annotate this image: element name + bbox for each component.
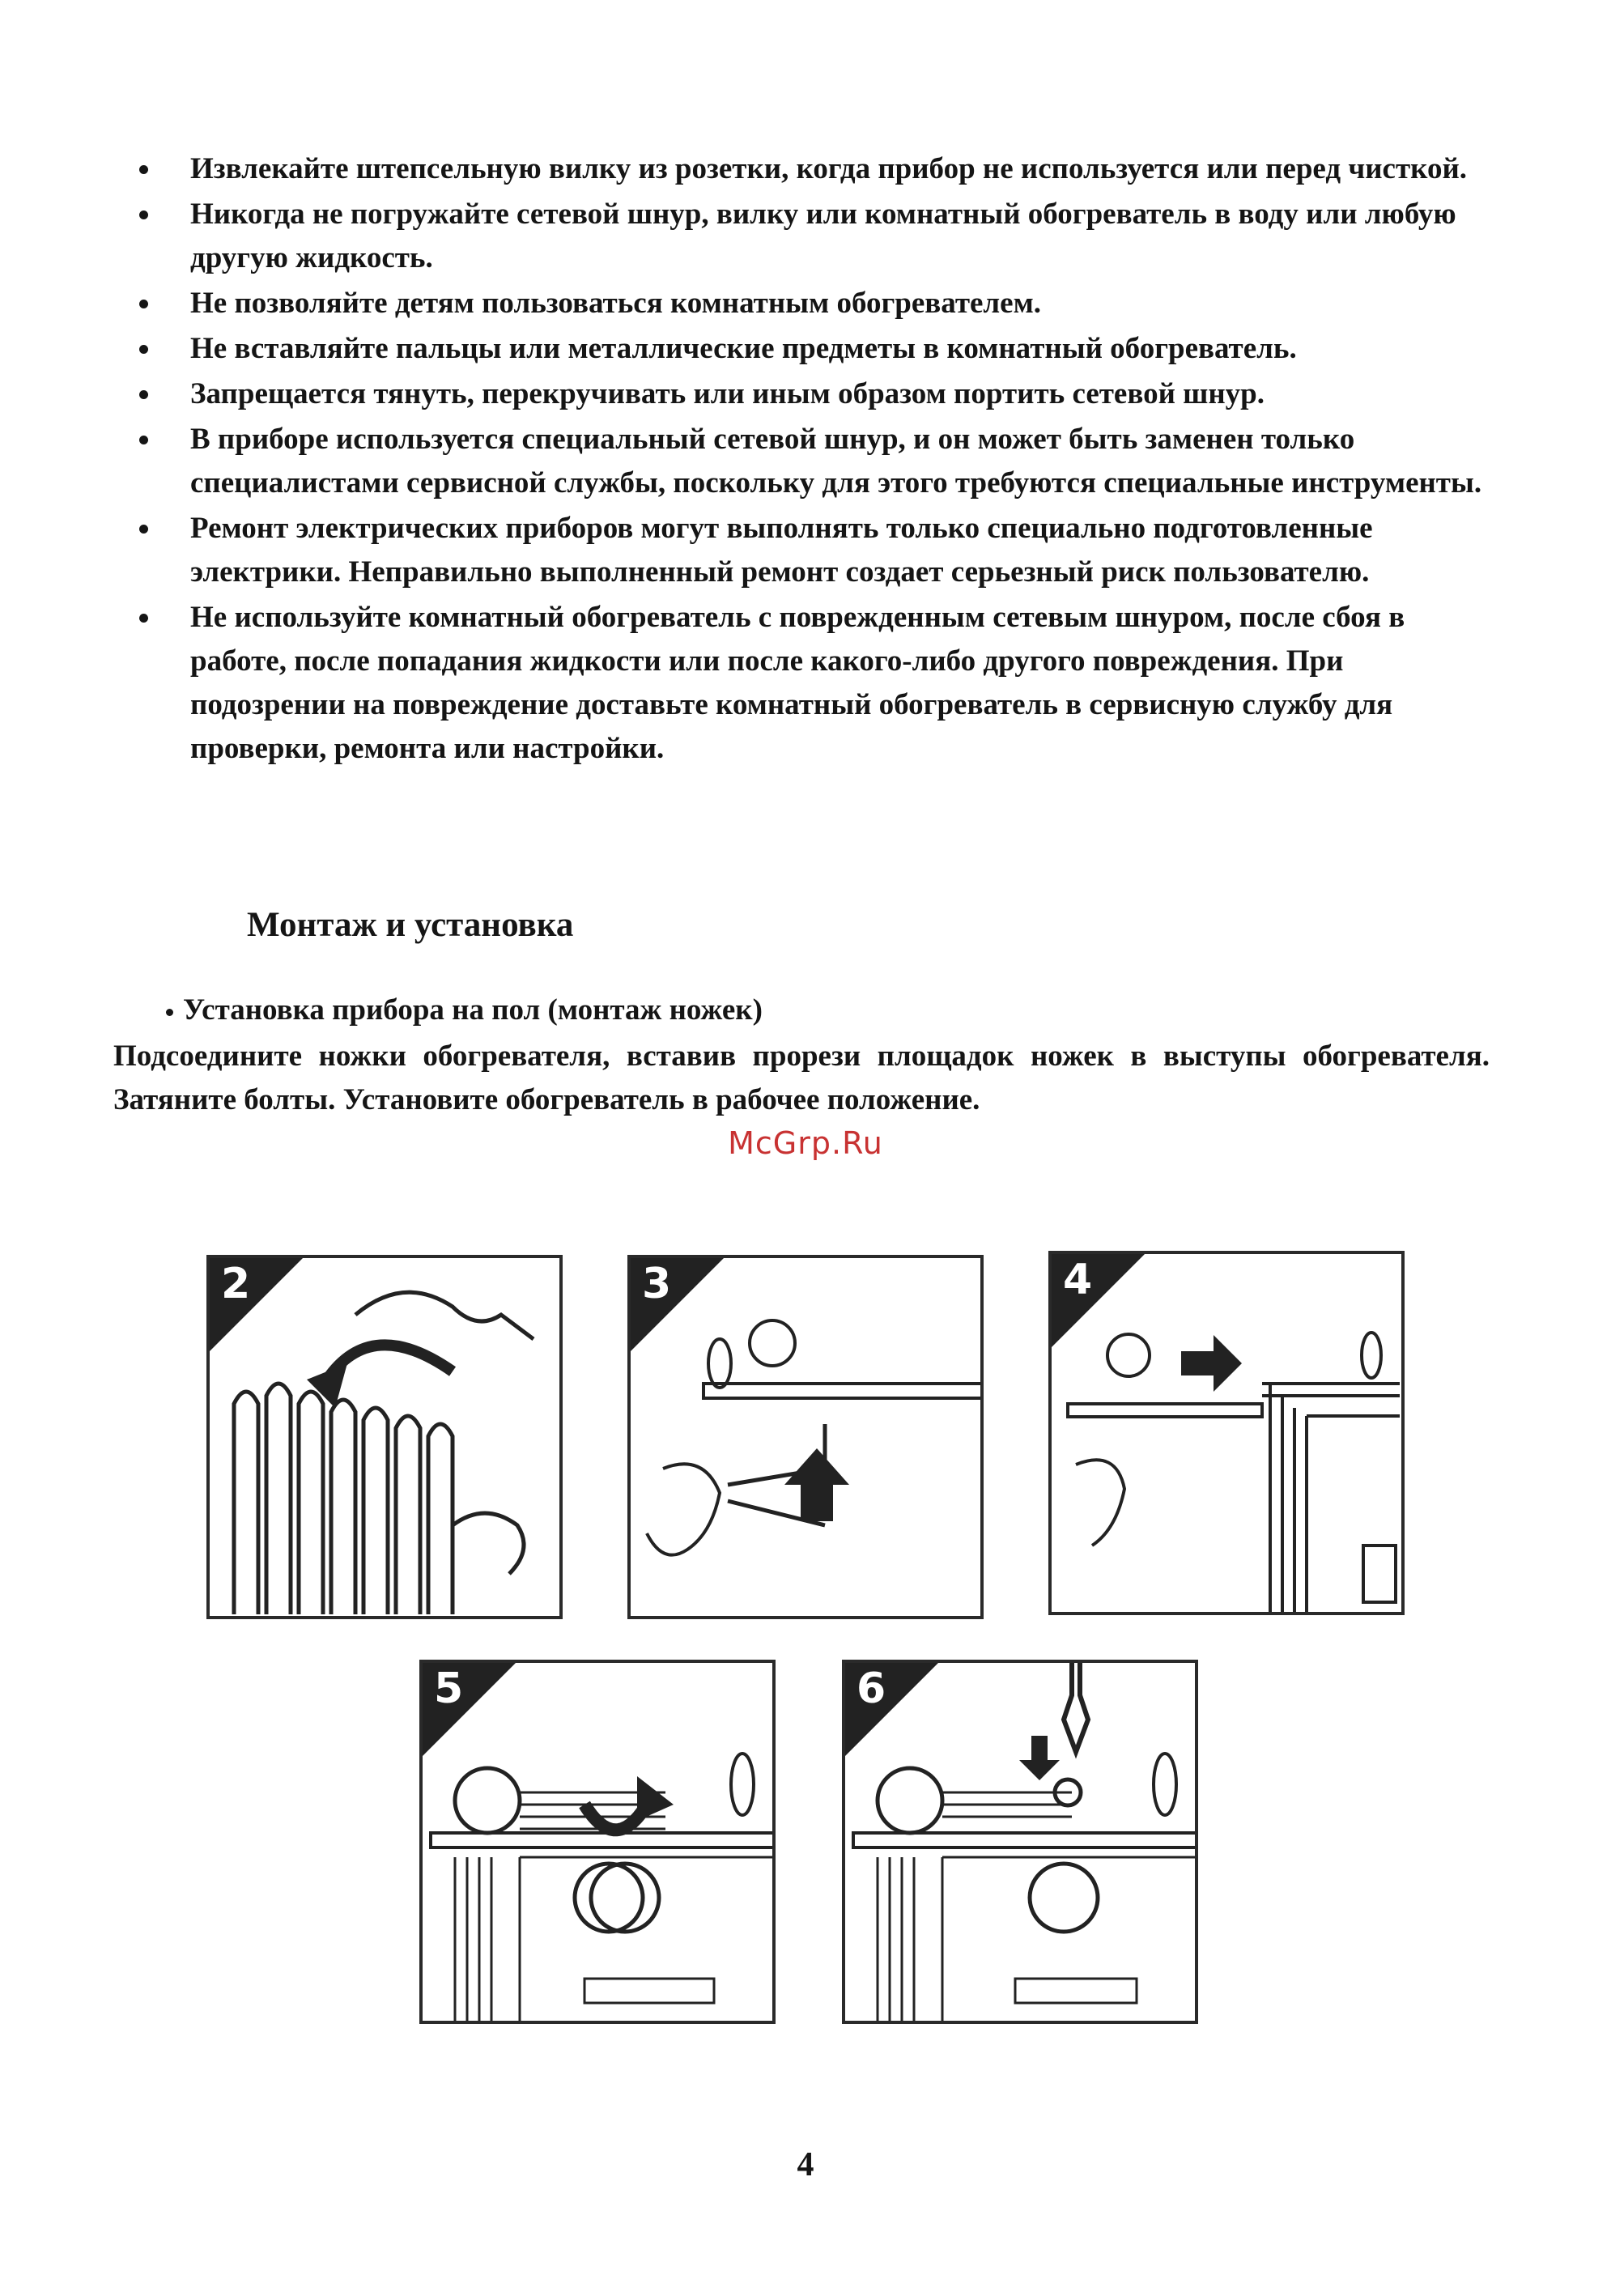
step-5-illustration: [419, 1660, 776, 2024]
step-number: 4: [1063, 1256, 1093, 1304]
tighten-bolt-illustration: [845, 1663, 1198, 2024]
foot-attach-illustration: [1052, 1254, 1405, 1615]
step-number: 5: [434, 1665, 464, 1713]
radiator-tilt-illustration: [210, 1258, 563, 1619]
bullet-dot-icon: [139, 436, 148, 444]
instruction-paragraph: Подсоедините ножки обогревателя, вставив прорези площадок ножек в выступы обогревателя. Затяните болты. Установите обогреватель в рабочее положение.: [113, 1040, 1490, 1116]
bullet-dot-icon: [139, 165, 148, 174]
bullet-dot-icon: [139, 210, 148, 219]
section-title: Монтаж и установка: [247, 906, 574, 944]
warning-item: Извлекайте штепсельную вилку из розетки, когда прибор не используется или перед чисткой.: [130, 147, 1506, 191]
warning-item: Ремонт электрических приборов могут выполнять только специально подготовленные электрики. Неправильно выполненный ремонт создает серьезный риск пользователю.: [130, 507, 1506, 594]
bullet-dot-icon: [166, 1009, 173, 1016]
warning-item: Не вставляйте пальцы или металлические предметы в комнатный обогреватель.: [130, 327, 1506, 371]
step-number: 6: [857, 1665, 886, 1713]
step-4-illustration: [1048, 1251, 1405, 1615]
step-number: 2: [221, 1260, 251, 1308]
bullet-dot-icon: [139, 614, 148, 623]
step-number: 3: [642, 1260, 672, 1308]
step-6-illustration: [842, 1660, 1198, 2024]
section-subtitle: Установка прибора на пол (монтаж ножек): [166, 993, 763, 1027]
bullet-dot-icon: [139, 390, 148, 399]
foot-bolt-illustration: [631, 1258, 984, 1619]
warning-item: В приборе используется специальный сетевой шнур, и он может быть заменен только специалистами сервисной службы, поскольку для этого требуются специальные инструменты.: [130, 418, 1506, 505]
step-2-illustration: [206, 1255, 563, 1619]
watermark: McGrp.Ru: [728, 1125, 883, 1161]
warning-item: Не позволяйте детям пользоваться комнатным обогревателем.: [130, 282, 1506, 325]
flip-heater-illustration: [423, 1663, 776, 2024]
bullet-dot-icon: [139, 345, 148, 354]
page-number: 4: [797, 2146, 814, 2183]
bullet-dot-icon: [139, 525, 148, 534]
safety-warnings-list: [130, 147, 1506, 772]
step-3-illustration: [627, 1255, 984, 1619]
warning-item: Не используйте комнатный обогреватель с поврежденным сетевым шнуром, после сбоя в работе, после попадания жидкости или после какого-либо другого повреждения. При подозрении на повреждение доставьте комнатный обогреватель в сервисную службу для проверки, ремонта или настройки.: [130, 596, 1506, 771]
warning-item: Никогда не погружайте сетевой шнур, вилку или комнатный обогреватель в воду или любую другую жидкость.: [130, 193, 1506, 280]
bullet-dot-icon: [139, 300, 148, 308]
warning-item: Запрещается тянуть, перекручивать или иным образом портить сетевой шнур.: [130, 372, 1506, 416]
